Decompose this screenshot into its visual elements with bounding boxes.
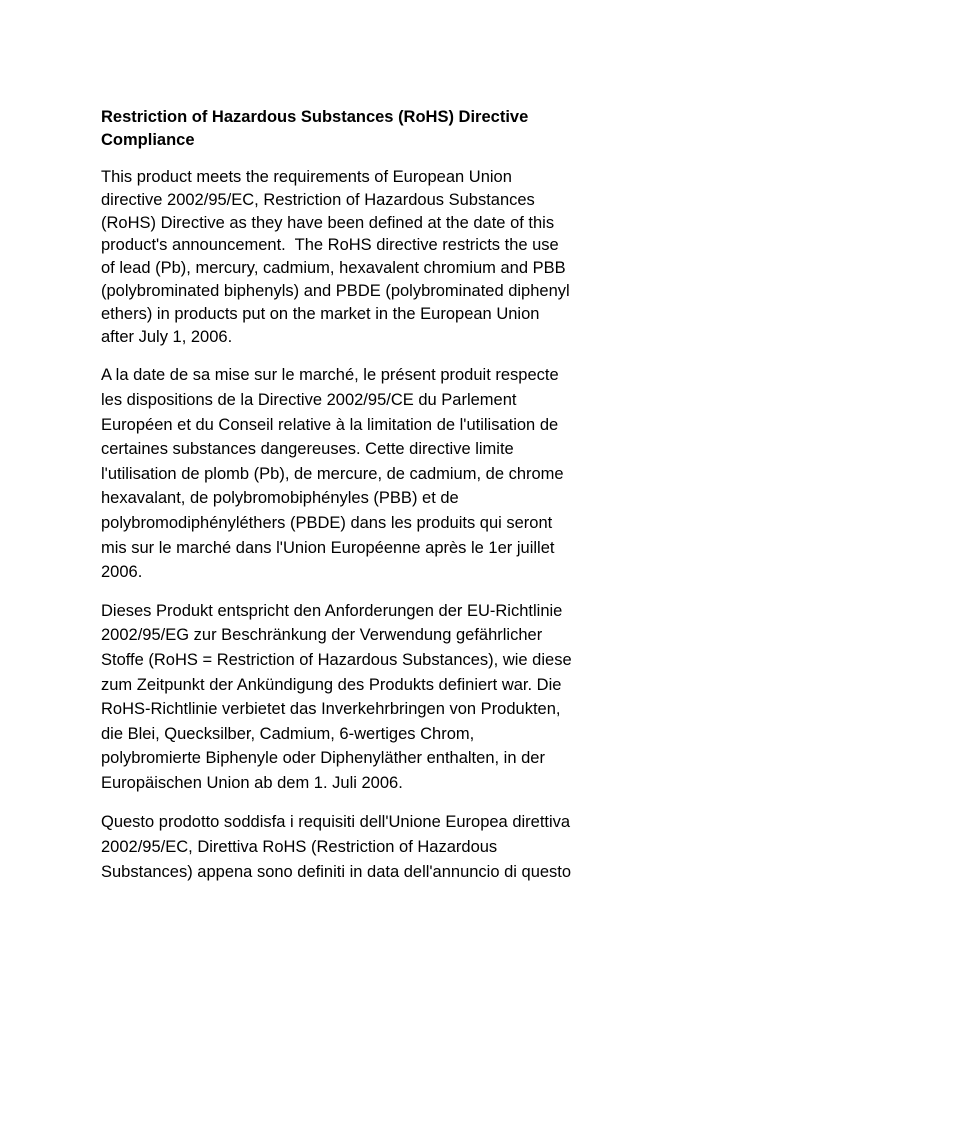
- paragraph-english: [101, 166, 611, 348]
- section-heading: [101, 106, 611, 152]
- rohs-compliance-section: [101, 106, 611, 884]
- text-line: polybromodiphényléthers (PBDE) dans les produits qui seront: [101, 513, 553, 532]
- text-line: Substances) appena sono definiti in data dell'annuncio di questo: [101, 862, 572, 881]
- text-line: (polybrominated biphenyls) and PBDE (polybrominated diphenyl: [101, 281, 570, 300]
- text-line: les dispositions de la Directive 2002/95/CE du Parlement: [101, 390, 517, 409]
- text-line: of lead (Pb), mercury, cadmium, hexavalent chromium and PBB: [101, 259, 566, 278]
- text-line: Européen et du Conseil relative à la limitation de l'utilisation de: [101, 415, 559, 434]
- text-line: (RoHS) Directive as they have been defined at the date of this: [101, 213, 555, 232]
- text-line: product's announcement. The RoHS directive restricts the use: [101, 236, 559, 255]
- text-line: Europäischen Union ab dem 1. Juli 2006.: [101, 773, 403, 792]
- text-line: zum Zeitpunkt der Ankündigung des Produkts definiert war. Die: [101, 675, 562, 694]
- text-line: hexavalant, de polybromobiphényles (PBB) et de: [101, 489, 459, 508]
- text-line: mis sur le marché dans l'Union Européenne après le 1er juillet: [101, 538, 555, 557]
- text-line: Stoffe (RoHS = Restriction of Hazardous Substances), wie diese: [101, 650, 572, 669]
- text-line: Dieses Produkt entspricht den Anforderungen der EU-Richtlinie: [101, 601, 563, 620]
- text-line: l'utilisation de plomb (Pb), de mercure, de cadmium, de chrome: [101, 464, 564, 483]
- heading-line: Restriction of Hazardous Substances (RoHS) Directive: [101, 108, 529, 126]
- paragraph-german: [101, 599, 611, 796]
- text-line: ethers) in products put on the market in the European Union: [101, 304, 540, 323]
- paragraph-french: [101, 363, 611, 584]
- text-line: die Blei, Quecksilber, Cadmium, 6-wertiges Chrom,: [101, 724, 475, 743]
- text-line: polybromierte Biphenyle oder Diphenyläther enthalten, in der: [101, 749, 545, 768]
- text-line: certaines substances dangereuses. Cette directive limite: [101, 440, 514, 459]
- text-line: after July 1, 2006.: [101, 327, 233, 346]
- text-line: A la date de sa mise sur le marché, le présent produit respecte: [101, 366, 559, 385]
- text-line: 2002/95/EC, Direttiva RoHS (Restriction of Hazardous: [101, 838, 498, 857]
- text-line: 2002/95/EG zur Beschränkung der Verwendung gefährlicher: [101, 626, 543, 645]
- text-line: Questo prodotto soddisfa i requisiti dell'Unione Europea direttiva: [101, 813, 571, 832]
- text-line: This product meets the requirements of European Union: [101, 168, 512, 186]
- heading-line: Compliance: [101, 131, 195, 149]
- text-line: RoHS-Richtlinie verbietet das Inverkehrbringen von Produkten,: [101, 700, 561, 719]
- paragraph-italian: [101, 810, 611, 884]
- text-line: 2006.: [101, 563, 143, 582]
- text-line: directive 2002/95/EC, Restriction of Hazardous Substances: [101, 190, 535, 209]
